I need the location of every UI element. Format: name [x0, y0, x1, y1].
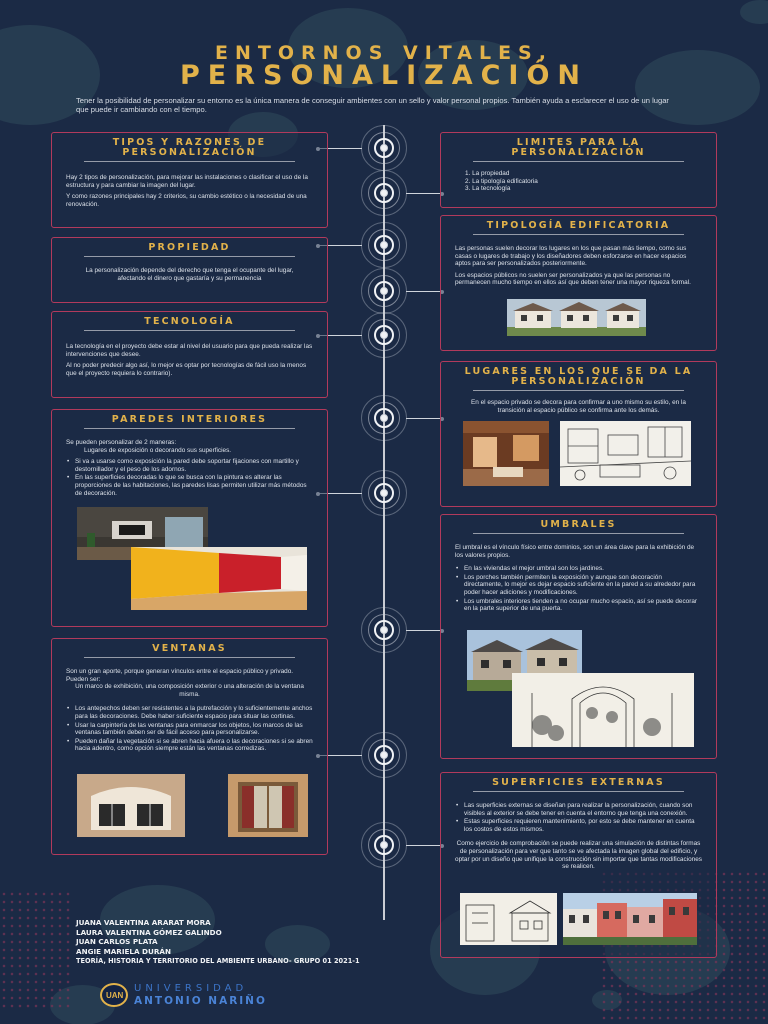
window-curtains-photo	[228, 774, 308, 837]
author-name: JUANA VALENTINA ARARAT MORA	[76, 918, 211, 927]
timeline-node	[361, 732, 407, 778]
painted-walls-photo	[131, 547, 307, 610]
bg-blob	[740, 0, 768, 24]
list-item: 3. La tecnología	[465, 185, 511, 193]
divider	[84, 428, 295, 429]
timeline-node	[361, 470, 407, 516]
card-limites	[440, 132, 717, 208]
course-label: TEORÍA, HISTORIA Y TERRITORIO DEL AMBIENTE URBANO- GRUPO 01 2021-1	[76, 957, 360, 965]
bullet-item: • Los porches también permiten la exposición y aunque son decoración directamente, lo mejor es dejar espacio suficiente en la pared a su alrededor para poder hacer adiciones y modificaciones.	[455, 574, 702, 597]
author-name: JUAN CARLOS PLATA	[76, 937, 158, 947]
divider	[473, 234, 684, 235]
dot-pattern	[0, 890, 70, 1010]
bullet-item: • En las viviendas el mejor umbral son los jardines.	[455, 565, 702, 573]
connector	[406, 630, 442, 631]
logo-text-line-2: ANTONIO NARIÑO	[134, 995, 267, 1007]
authors-list	[76, 918, 222, 956]
card-text: Hay 2 tipos de personalización, para mejorar las instalaciones o clasificar el uso de la estructura y para cambiar la imagen del lugar.	[66, 174, 308, 189]
divider	[473, 791, 684, 792]
university-logo	[100, 981, 300, 1011]
bullet-item: • Los umbrales interiores tienden a no ocupar mucho espacio, así se puede decorar en la parte superior de una puerta.	[455, 598, 702, 613]
card-text: Las personas suelen decorar los lugares en los que pasan más tiempo, como sus casas o lugares de trabajo y los diseñadores deben esforzarse en hacer espacios aptos para ser personalizados posteriormente.	[455, 245, 687, 268]
interior-room-photo	[463, 421, 549, 486]
card-text: Un marco de exhibición, una composición exterior o una alteración de la ventana misma.	[75, 683, 304, 698]
card-title: TIPOS Y RAZONES DE PERSONALIZACIÓN	[112, 137, 267, 158]
window-facade-photo	[77, 774, 185, 837]
timeline-node	[361, 822, 407, 868]
card-title: PROPIEDAD	[148, 242, 231, 253]
card-title: UMBRALES	[540, 519, 617, 530]
connector	[406, 193, 442, 194]
logo-emblem	[100, 983, 128, 1007]
card-propiedad	[51, 237, 328, 303]
card-tipos-razones	[51, 132, 328, 228]
card-title: SUPERFICIES EXTERNAS	[492, 777, 665, 788]
card-text: Como ejercicio de comprobación se puede realizar una simulación de distintas formas de personalización para ver que tanto se ve afectada la imagen global del edificio, y optar por un diseño que unifique la construcción sin importar que tantas modificaciones se realicen.	[455, 840, 702, 871]
divider	[473, 390, 684, 391]
list-item: 2. La tipología edificatoria	[465, 177, 538, 185]
room-sketch-image	[560, 421, 691, 486]
card-text: El umbral es el vínculo físico entre dominios, son un área clave para la exhibición de los valores propios.	[455, 544, 695, 559]
logo-text-line-1: UNIVERSIDAD	[134, 983, 248, 994]
card-title: LUGARES EN LOS QUE SE DA LA PERSONALIZACIÓN	[464, 366, 693, 387]
title-line-1: ENTORNOS VITALES,	[215, 42, 553, 64]
bullet-item: • Si va a usarse como exposición la pared debe soportar fijaciones con martillo y destornillador y el peso de los adornos.	[66, 458, 313, 473]
card-title: PAREDES INTERIORES	[111, 414, 268, 425]
divider	[473, 533, 684, 534]
card-tecnologia	[51, 311, 328, 398]
timeline-node	[361, 222, 407, 268]
timeline-node	[361, 268, 407, 314]
bullet-item: • Pueden dañar la vegetación si se abren hacia afuera o las decoraciones si se abren hacia adentro, como opción siempre están las ventanas corredizas.	[66, 738, 313, 753]
connector	[406, 845, 442, 846]
timeline-node	[361, 607, 407, 653]
intro-text: Tener la posibilidad de personalizar su entorno es la única manera de conseguir ambientes con un sello y valor personal propios. También ayuda a esclarecer el uso de un lugar que puede ir cambiando con el tiempo.	[76, 96, 669, 114]
card-text: Al no poder predecir algo así, lo mejor es optar por tecnologías de fácil uso la menos que el proyecto requiera lo contrario).	[66, 362, 307, 377]
bullet-item: • Las superficies externas se diseñan para realizar la personalización, cuando son visibles al exterior se debe tener en cuenta el entorno que tenga una conexión.	[455, 802, 702, 817]
card-text: La personalización depende del derecho que tenga el ocupante del lugar, afectando el dinero que gastaría y su permanencia	[85, 267, 294, 282]
colored-buildings-photo	[563, 893, 697, 945]
card-text: La tecnología en el proyecto debe estar al nivel del usuario para que pueda realizar las intervenciones que desee.	[66, 343, 313, 358]
card-text: Son un gran aporte, porque generan vínculos entre el espacio público y privado. Pueden ser:	[66, 668, 294, 683]
bullet-item: • En las superficies decoradas lo que se busca con la pintura es alterar las proporciones de las habitaciones, las paredes lisas permiten utilizar más métodos de decoración.	[66, 474, 313, 497]
card-text: En el espacio privado se decora para confirmar a uno mismo su estilo, en la transición al espacio público se confirma ante los demás.	[471, 399, 686, 414]
card-text: Lugares de exposición o decorando sus superficies.	[84, 446, 232, 454]
card-text: Se pueden personalizar de 2 maneras:	[66, 439, 177, 446]
page-title: PERSONALIZACIÓN	[179, 60, 589, 91]
card-title: TIPOLOGÍA EDIFICATORIA	[486, 220, 671, 231]
houses-photo	[507, 299, 646, 336]
bullet-item: • Los antepechos deben ser resistentes a la putrefacción y lo suficientemente anchos para las decoraciones. Debe haber suficiente espacio para situar las cortinas.	[66, 705, 313, 720]
connector	[406, 291, 442, 292]
card-title: TECNOLOGÍA	[144, 316, 235, 327]
bullet-item: • Estas superficies requieren mantenimiento, por esto se debe mantener en cuenta los costos de estos mismos.	[455, 818, 702, 833]
divider	[84, 256, 295, 257]
card-title: VENTANAS	[152, 643, 227, 654]
timeline-node	[361, 395, 407, 441]
bullet-item: • Usar la carpintería de las ventanas para enmarcar los objetos, los marcos de las ventanas también deben ser de fácil acceso para personalizarse.	[66, 722, 313, 737]
timeline-node	[361, 170, 407, 216]
list-item: 1. La propiedad	[465, 170, 510, 177]
card-title: LIMITES PARA LA PERSONALIZACIÓN	[511, 137, 646, 158]
facade-sketch-image	[460, 893, 557, 945]
divider	[84, 330, 295, 331]
divider	[84, 161, 295, 162]
logo-mark: UAN	[106, 991, 124, 1000]
timeline-node	[361, 125, 407, 171]
card-text: Los espacios públicos no suelen ser personalizados ya que las personas no permanecen mucho tiempo en ellos así que deben tener una mayor riqueza formal.	[455, 271, 691, 287]
doorway-sketch-image	[512, 673, 694, 747]
card-text: Y como razones principales hay 2 criterios, su cambio estético o la necesidad de una renovación.	[66, 193, 307, 208]
author-name: LAURA VALENTINA GÓMEZ GALINDO	[76, 927, 222, 937]
timeline-node	[361, 312, 407, 358]
connector	[406, 418, 442, 419]
author-name: ANGIE MARIELA DURÁN	[76, 946, 171, 956]
divider	[84, 657, 295, 658]
divider	[473, 161, 684, 162]
